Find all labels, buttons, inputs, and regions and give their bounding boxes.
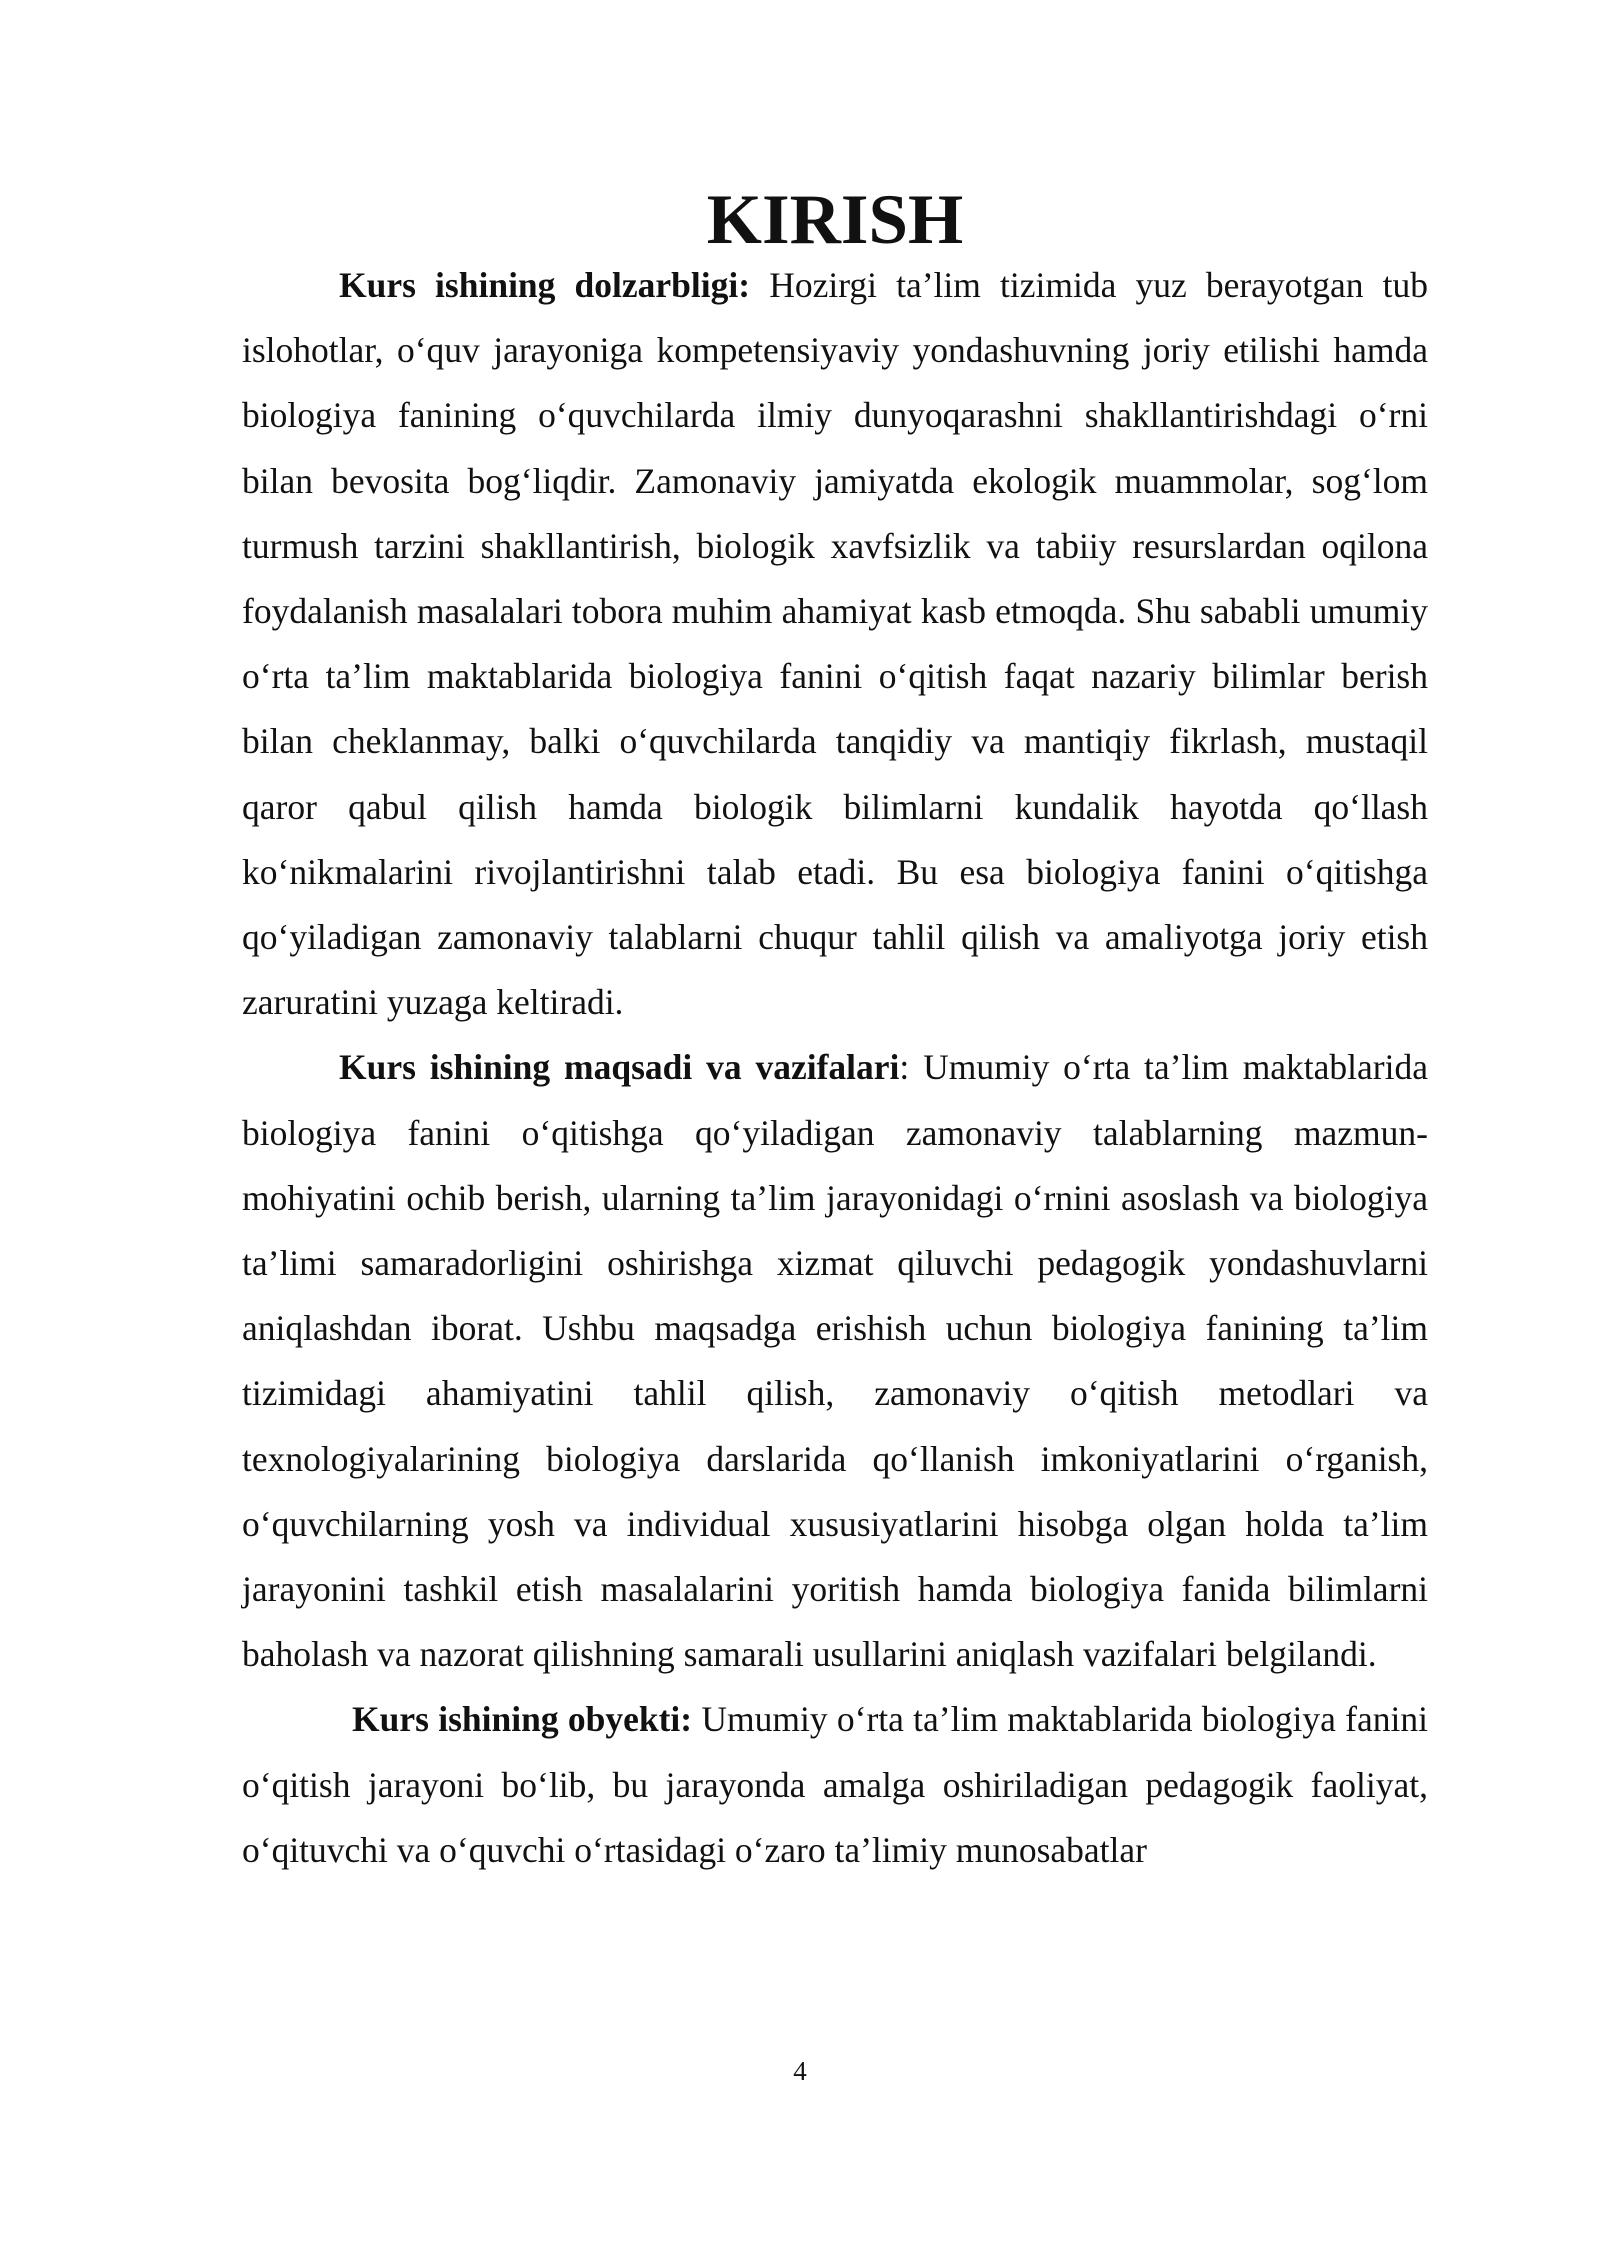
paragraph-relevance [242, 253, 1428, 1035]
paragraph-text-object: Umumiy o‘rta ta’lim maktablarida biologiya fanini o‘qitish jarayoni bo‘lib, bu jarayonda amalga oshiriladigan pedagogik faoliyat, o‘qituvchi va o‘quvchi o‘rtasidagi o‘zaro ta’limiy munosabatlar [242, 1699, 1428, 1870]
document-body [242, 181, 1429, 1883]
paragraph-text-relevance: Hozirgi ta’lim tizimida yuz berayotgan tub islohotlar, o‘quv jarayoniga kompetensiyaviy yondashuvning joriy etilishi hamda biologiya fanining o‘quvchilarda ilmiy dunyoqarashni shakllantirishdagi o‘rni bilan bevosita bog‘liqdir. Zamonaviy jamiyatda ekologik muammolar, sog‘lom turmush tarzini shakllantirish, biologik xavfsizlik va tabiiy resurslardan oqilona foydalanish masalalari tobora muhim ahamiyat kasb etmoqda. Shu sababli umumiy o‘rta ta’lim maktablarida biologiya fanini o‘qitish faqat nazariy bilimlar berish bilan cheklanmay, balki o‘quvchilarda tanqidiy va mantiqiy fikrlash, mustaqil qaror qabul qilish hamda biologik bilimlarni kundalik hayotda qo‘llash ko‘nikmalarini rivojlantirishni talab etadi. Bu esa biologiya fanini o‘qitishga qo‘yiladigan zamonaviy talablarni chuqur tahlil qilish va amaliyotga joriy etish zaruratini yuzaga keltiradi. [242, 265, 1429, 1023]
page-number: 4 [793, 2056, 807, 2086]
paragraph-goals [242, 1035, 1428, 1687]
section-title: KIRISH [706, 181, 964, 259]
paragraph-label-relevance: Kurs ishining dolzarbligi: [339, 265, 751, 305]
paragraph-text-goals: : Umumiy o‘rta ta’lim maktablarida biologiya fanini o‘qitishga qo‘yiladigan zamonaviy talablarning mazmun-mohiyatini ochib berish, ularning ta’lim jarayonidagi o‘rnini asoslash va biologiya ta’limi samaradorligini oshirishga xizmat qiluvchi pedagogik yondashuvlarni aniqlashdan iborat. Ushbu maqsadga erishish uchun biologiya fanining ta’lim tizimidagi ahamiyatini tahlil qilish, zamonaviy o‘qitish metodlari va texnologiyalarining biologiya darslarida qo‘llanish imkoniyatlarini o‘rganish, o‘quvchilarning yosh va individual xususiyatlarini hisobga olgan holda ta’lim jarayonini tashkil etish masalalarini yoritish hamda biologiya fanida bilimlarni baholash va nazorat qilishning samarali usullarini aniqlash vazifalari belgilandi. [242, 1047, 1428, 1675]
paragraph-object [242, 1687, 1428, 1883]
paragraph-label-object: Kurs ishining obyekti: [352, 1699, 693, 1740]
paragraph-label-goals: Kurs ishining maqsadi va vazifalari [339, 1047, 900, 1088]
